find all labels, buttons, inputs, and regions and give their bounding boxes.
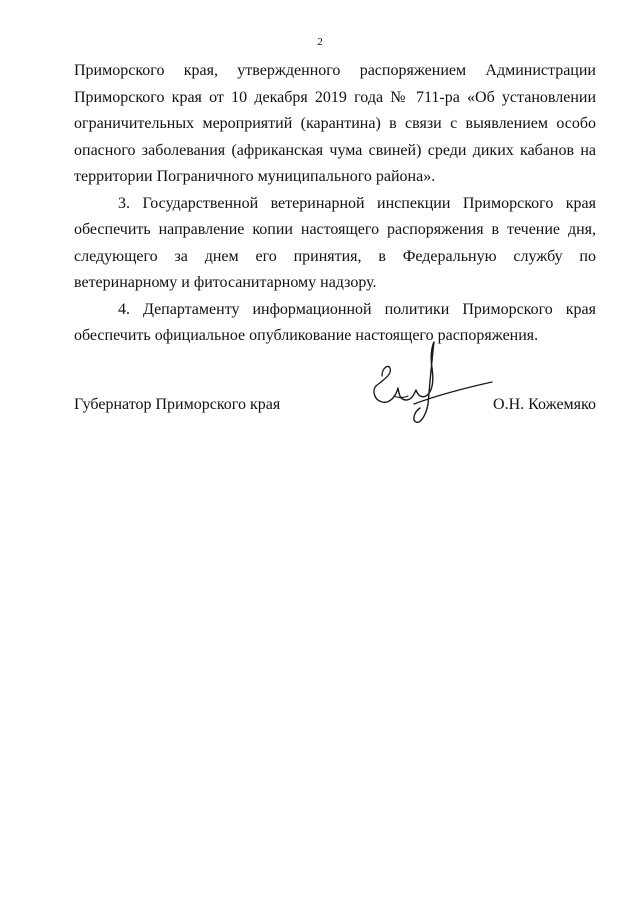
document-body <box>74 58 596 350</box>
signer-title: Губернатор Приморского края <box>74 396 281 413</box>
signer-name: О.Н. Кожемяко <box>493 396 596 413</box>
paragraph-continuation: Приморского края, утвержденного распоряжением Администрации Приморского края от 10 декабря 2019 года № 711-ра «Об установлении ограничительных мероприятий (карантина) в связи с выявлением особо опасного заболевания (африканская чума свиней) среди диких кабанов на территории Пограничного муниципального района». <box>74 62 596 185</box>
paragraph-item-4: 4. Департаменту информационной политики Приморского края обеспечить официальное опубликование настоящего распоряжения. <box>74 300 596 344</box>
paragraph-item-3: 3. Государственной ветеринарной инспекции Приморского края обеспечить направление копии настоящего распоряжения в течение дня, следующего за днем его принятия, в Федеральную службу по ветеринарному и фитосанитарному надзору. <box>74 194 596 291</box>
signature-block <box>74 390 596 430</box>
page-number: 2 <box>317 36 323 48</box>
